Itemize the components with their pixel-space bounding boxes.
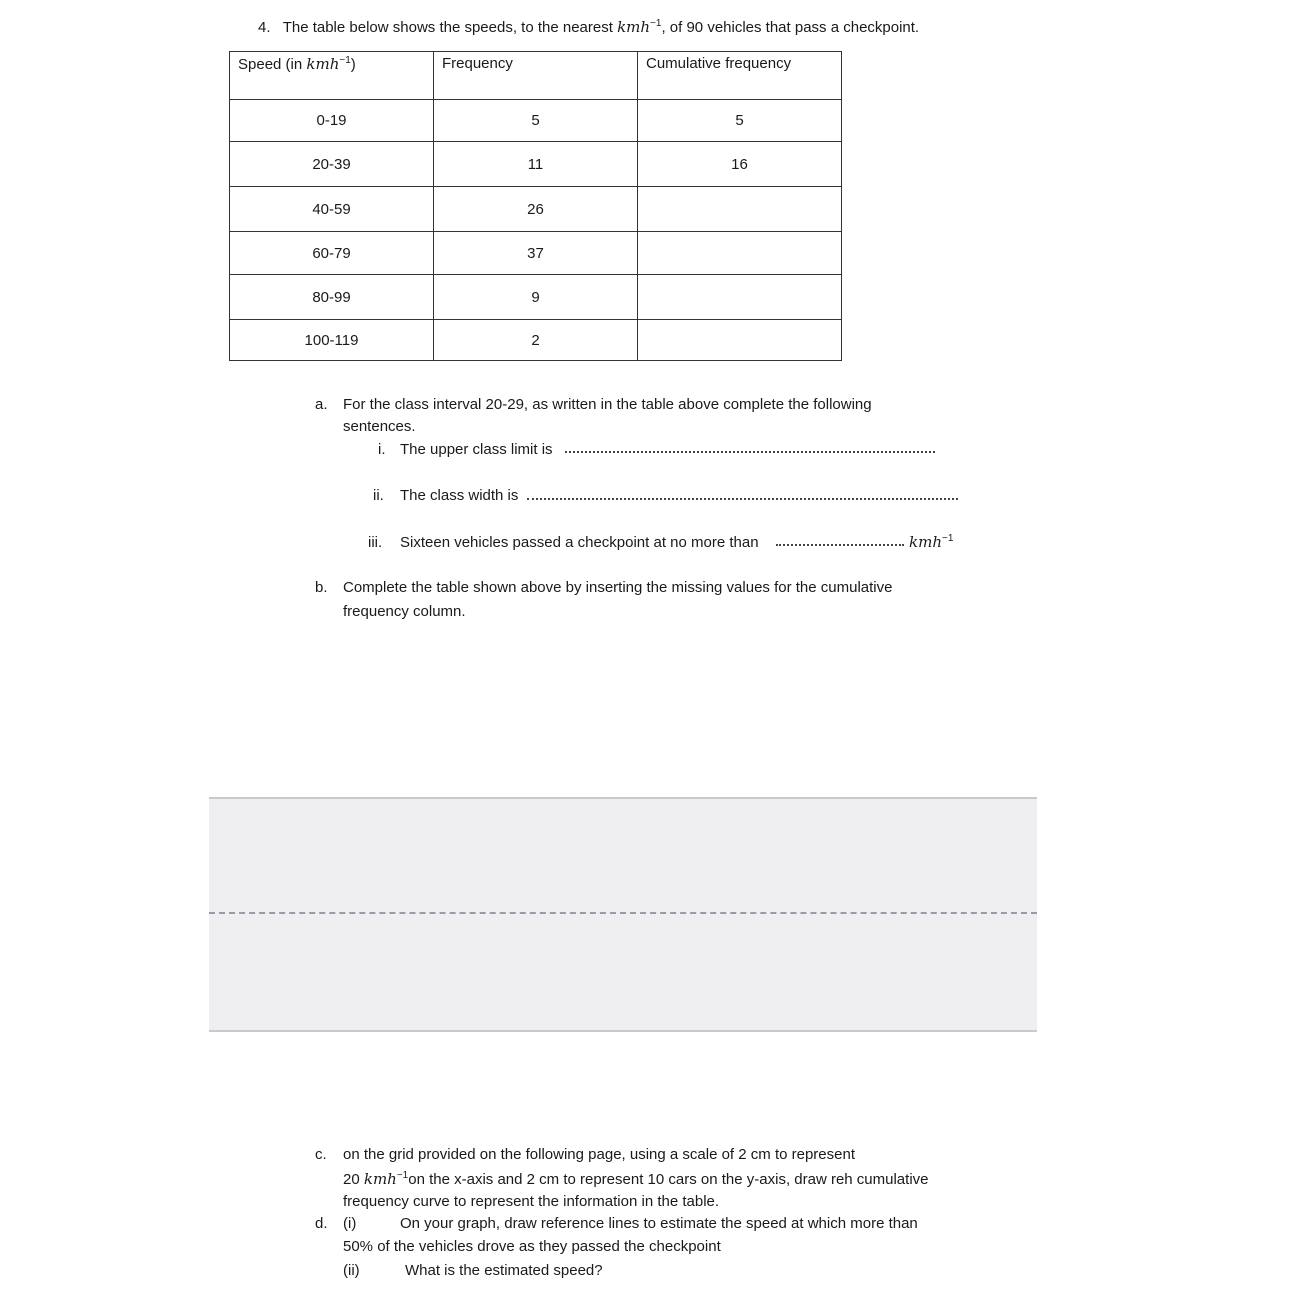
- question-number: 4.: [258, 19, 271, 36]
- part-c-label: c.: [315, 1146, 327, 1163]
- cell-frequency: 11: [434, 142, 638, 187]
- answer-line-upper-class-limit[interactable]: [565, 451, 935, 453]
- page-break-dashed-line: [209, 912, 1037, 914]
- part-b-line1: Complete the table shown above by inserting the missing values for the cumulative: [343, 579, 893, 596]
- unit-exponent: −1: [650, 18, 662, 29]
- part-a-i-label: i.: [378, 441, 386, 458]
- part-b-label: b.: [315, 579, 328, 596]
- cell-cumulative: 5: [638, 100, 842, 142]
- question-heading: [258, 18, 919, 36]
- cell-speed: 0-19: [230, 100, 434, 142]
- header-frequency: Frequency: [434, 52, 638, 100]
- part-c-line1: on the grid provided on the following page, using a scale of 2 cm to represent: [343, 1146, 855, 1163]
- part-d-i-line2: 50% of the vehicles drove as they passed the checkpoint: [343, 1238, 721, 1255]
- part-a-ii-label: ii.: [373, 487, 384, 504]
- cell-frequency: 26: [434, 187, 638, 232]
- cell-speed: 20-39: [230, 142, 434, 187]
- cell-cumulative-blank[interactable]: [638, 320, 842, 361]
- cell-cumulative-blank[interactable]: [638, 187, 842, 232]
- part-a-line1: For the class interval 20-29, as written in the table above complete the following: [343, 396, 872, 413]
- unit-kmh: kmh: [617, 18, 651, 36]
- header-speed: Speed (in kmh$^{-1}$): [230, 52, 434, 100]
- table-row: [230, 275, 842, 320]
- answer-line-speed[interactable]: [776, 544, 904, 546]
- part-d-i-line1: On your graph, draw reference lines to estimate the speed at which more than: [400, 1215, 918, 1232]
- cell-frequency: 5: [434, 100, 638, 142]
- table-row: [230, 232, 842, 275]
- cell-speed: 100-119: [230, 320, 434, 361]
- part-a-i-text: The upper class limit is: [400, 441, 553, 458]
- cell-cumulative: 16: [638, 142, 842, 187]
- table-row: [230, 320, 842, 361]
- part-d-ii-label: (ii): [343, 1262, 360, 1279]
- part-b-line2: frequency column.: [343, 603, 466, 620]
- question-intro-start: The table below shows the speeds, to the nearest: [282, 19, 618, 36]
- cell-cumulative-blank[interactable]: [638, 275, 842, 320]
- table-header-row: [230, 52, 842, 100]
- cell-frequency: 2: [434, 320, 638, 361]
- cell-speed: 60-79: [230, 232, 434, 275]
- answer-line-class-width[interactable]: [527, 498, 958, 500]
- part-a-line2: sentences.: [343, 418, 416, 435]
- cell-speed: 80-99: [230, 275, 434, 320]
- part-a-iii-text: Sixteen vehicles passed a checkpoint at no more than: [400, 534, 759, 551]
- frequency-table: [229, 51, 842, 361]
- page-break-band: [209, 797, 1037, 1032]
- part-a-iii-unit: kmh$^{-1}$: [909, 533, 954, 551]
- part-a-iii-label: iii.: [368, 534, 383, 551]
- table-row: [230, 187, 842, 232]
- part-d-ii-text: What is the estimated speed?: [405, 1262, 603, 1279]
- cell-frequency: 9: [434, 275, 638, 320]
- part-c-line3: frequency curve to represent the information in the table.: [343, 1193, 720, 1210]
- header-cumulative-frequency: Cumulative frequency: [638, 52, 842, 100]
- part-a-label: a.: [315, 396, 328, 413]
- table-row: [230, 142, 842, 187]
- part-d-label: d.: [315, 1215, 328, 1232]
- table-row: [230, 100, 842, 142]
- cell-cumulative-blank[interactable]: [638, 232, 842, 275]
- part-d-i-label: (i): [343, 1215, 357, 1232]
- cell-frequency: 37: [434, 232, 638, 275]
- question-intro-end: , of 90 vehicles that pass a checkpoint.: [661, 19, 920, 36]
- part-c-line2: 20 kmh$^{-1}$on the x-axis and 2 cm to represent 10 cars on the y-axis, draw reh cumulative: [343, 1170, 929, 1188]
- part-a-ii-text: The class width is: [400, 487, 519, 504]
- cell-speed: 40-59: [230, 187, 434, 232]
